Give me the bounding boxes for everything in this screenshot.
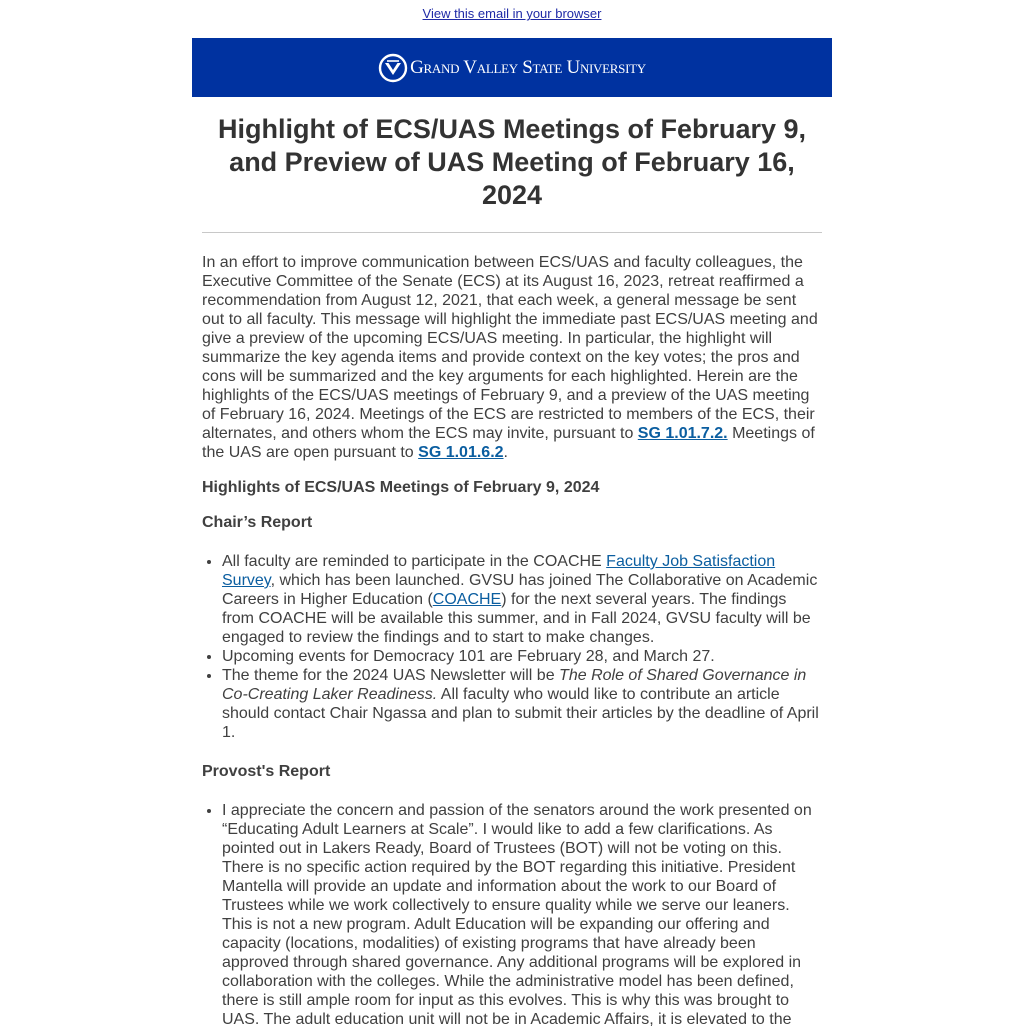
gvsu-v-logo-icon	[378, 53, 408, 83]
bullet-text: All faculty are reminded to participate in the COACHE	[222, 553, 607, 570]
coache-link[interactable]: COACHE	[432, 591, 502, 608]
chairs-report-list	[202, 552, 822, 742]
faculty-job-satisfaction-survey-link[interactable]: Faculty Job Satisfaction Survey	[222, 553, 776, 589]
bullet-text: The theme for the 2024 UAS Newsletter will be	[222, 667, 560, 684]
email-container	[192, 38, 832, 1029]
list-item	[222, 666, 822, 742]
intro-paragraph	[202, 253, 822, 462]
top-bar	[0, 0, 1024, 38]
email-body	[192, 113, 832, 1029]
bullet-text: , which has been launched. GVSU has joined The Collaborative on Academic Careers in Higher Education (	[222, 572, 818, 608]
sg-1-01-6-2-link[interactable]: SG 1.01.6.2	[418, 444, 504, 461]
highlights-heading: Highlights of ECS/UAS Meetings of February 9, 2024	[202, 479, 600, 496]
intro-text-end: .	[503, 444, 508, 461]
provosts-report-heading: Provost's Report	[202, 763, 331, 780]
header-banner	[192, 38, 832, 97]
logo-wordmark: Grand Valley State University	[410, 56, 646, 78]
list-item: • Upcoming events for Democracy 101 are February 28, and March 27.	[222, 647, 822, 666]
bullet-text: ) for the next several years. The findings from COACHE will be available this summer, and in Fall 2024, GVSU faculty will be engaged to review the findings and to start to make changes.	[222, 591, 811, 646]
intro-text-mid: Meetings of the UAS are open pursuant to	[202, 425, 815, 461]
intro-text: In an effort to improve communication between ECS/UAS and faculty colleagues, the Executive Committee of the Senate (ECS) at its August 16, 2023, retreat reaffirmed a recommendation from August 12, 2021, that each week, a general message be sent out to all faculty. This message will highlight the immediate past ECS/UAS meeting and give a preview of the upcoming ECS/UAS meeting. In particular, the highlight will summarize the key agenda items and provide context on the key votes; the pros and cons will be summarized and the key arguments for each highlighted. Herein are the highlights of the ECS/UAS meetings of February 9, and a preview of the UAS meeting of February 16, 2024. Meetings of the ECS are restricted to members of the ECS, their alternates, and others whom the ECS may invite, pursuant to	[202, 254, 818, 442]
gvsu-logo	[378, 53, 646, 83]
newsletter-theme: The Role of Shared Governance in Co-Creating Laker Readiness.	[222, 667, 807, 703]
provosts-report-list	[202, 801, 822, 1029]
title-divider	[202, 232, 822, 233]
list-item: • I appreciate the concern and passion of the senators around the work presented on “Educating Adult Learners at Scale”. I would like to add a few clarifications. As pointed out in Lakers Ready, Board of Trustees (BOT) will not be voting on this. There is no specific action required by the BOT regarding this initiative. President Mantella will provide an update and information about the work to our Board of Trustees while we work collectively to ensure quality while we serve our leaners. This is not a new program. Adult Education will be expanding our offering and capacity (locations, modalities) of existing programs that have already been approved through shared governance. Any additional programs will be explored in collaboration with the colleges. While the administrative model has been defined, there is still ample room for input as this evolves. This is why this was brought to UAS. The adult education unit will not be in Academic Affairs, it is elevated to the	[222, 801, 822, 1029]
view-in-browser-link[interactable]: View this email in your browser	[422, 6, 602, 21]
list-item	[222, 552, 822, 647]
email-title: Highlight of ECS/UAS Meetings of February 9, and Preview of UAS Meeting of February 16, 2024	[217, 114, 807, 210]
bullet-text: All faculty who would like to contribute an article should contact Chair Ngassa and plan to submit their articles by the deadline of April 1.	[222, 686, 819, 741]
chairs-report-heading: Chair’s Report	[202, 514, 313, 531]
sg-1-01-7-2-link[interactable]: SG 1.01.7.2.	[637, 425, 728, 442]
